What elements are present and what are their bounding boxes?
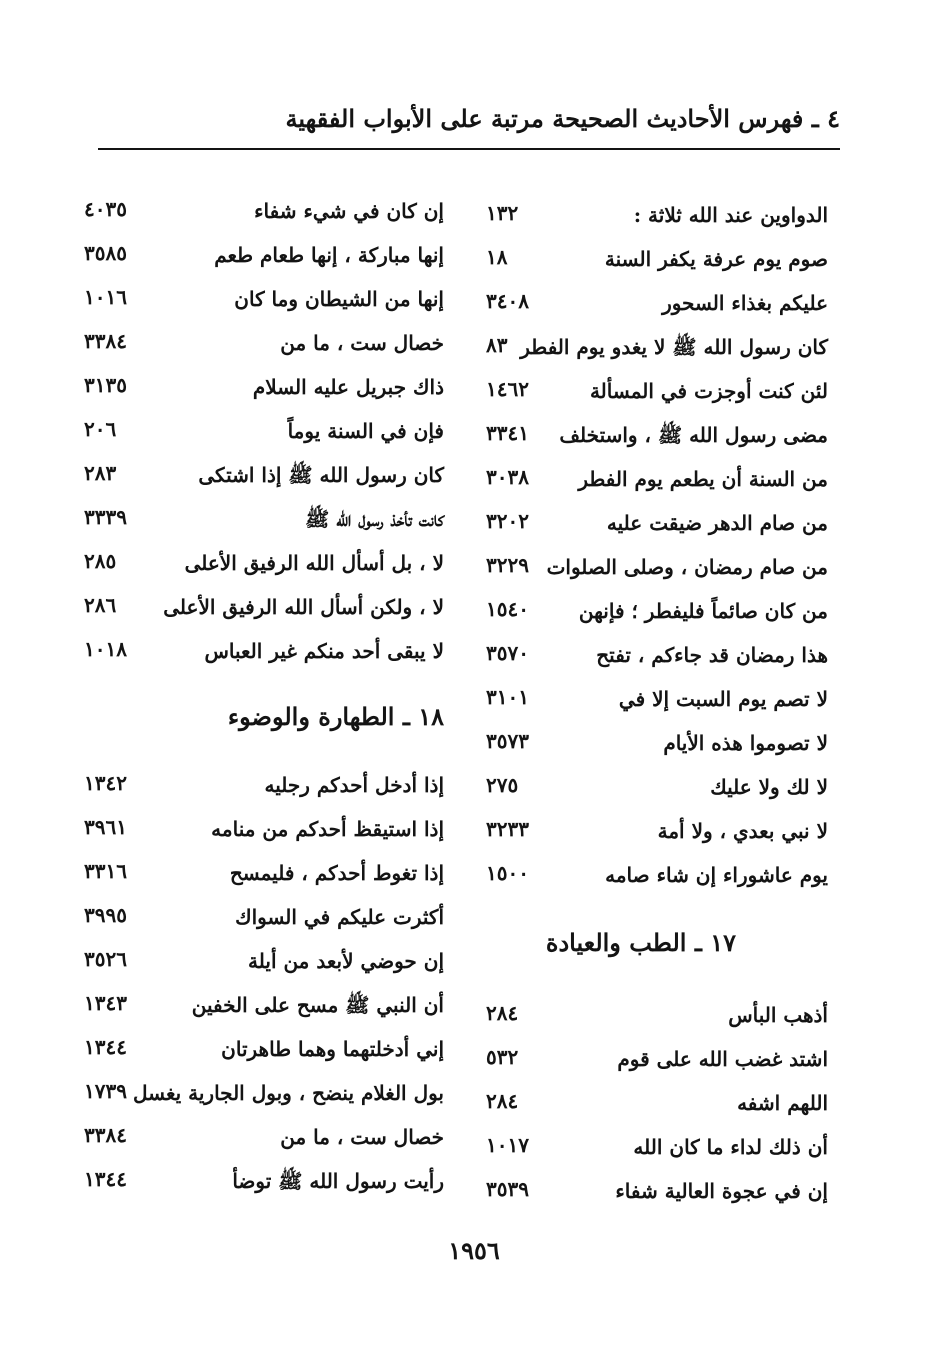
hadith-text: لا يبقى أحد منكم غير العباس (204, 639, 444, 663)
hadith-number: ٤٠٣٥ (84, 197, 127, 221)
hadith-number: ٣٥٢٦ (84, 947, 127, 971)
list-item (468, 678, 840, 718)
list-item (468, 282, 840, 322)
list-item (468, 502, 840, 542)
hadith-number: ١٣٤٤ (84, 1167, 127, 1191)
hadith-number: ١٤٦٢ (486, 377, 529, 401)
hadith-number: ٣٩٦١ (84, 815, 127, 839)
hadith-number: ٣٥٨٥ (84, 241, 127, 265)
hadith-number: ٣٣١٦ (84, 859, 127, 883)
list-item (468, 238, 840, 278)
hadith-text: أذهب البأس (728, 1003, 828, 1027)
list-item (84, 454, 456, 494)
hadith-text: لئن كنت أوجزت في المسألة (589, 379, 828, 403)
list-item (468, 546, 840, 586)
hadith-text: من صام رمضان ، وصلى الصلوات (546, 555, 828, 579)
page-header (98, 98, 840, 150)
hadith-number: ٣٣٤١ (486, 421, 529, 445)
hadith-text: لا نبي بعدي ، ولا أمة (657, 819, 828, 843)
hadith-number: ٣١٣٥ (84, 373, 127, 397)
hadith-text: إذا تغوط أحدكم ، فليمسح (229, 861, 444, 885)
hadith-text: لا تصوموا هذه الأيام (663, 731, 828, 755)
hadith-number: ٣٢٣٣ (486, 817, 529, 841)
page-title: ٤ ـ فهرس الأحاديث الصحيحة مرتبة على الأبواب الفقهية (285, 104, 840, 133)
list-item (84, 1072, 456, 1112)
list-item (468, 326, 840, 366)
hadith-number: ٢٨٦ (84, 593, 117, 617)
list-item (84, 498, 456, 538)
hadith-number: ٥٣٢ (486, 1045, 519, 1069)
hadith-text: لا تصم يوم السبت إلا في (618, 687, 828, 711)
list-item (468, 1082, 840, 1122)
list-item (84, 852, 456, 892)
list-item (84, 410, 456, 450)
hadith-number: ٣٤٠٨ (486, 289, 529, 313)
hadith-number: ٢٨٤ (486, 1001, 519, 1025)
hadith-text: يوم عاشوراء إن شاء صامه (605, 863, 828, 887)
list-item (84, 234, 456, 274)
list-item (84, 190, 456, 230)
list-item (468, 810, 840, 850)
hadith-text: إنها من الشيطان وما كان (234, 287, 444, 311)
hadith-number: ٢٠٦ (84, 417, 117, 441)
hadith-number: ٣٥٧٣ (486, 729, 529, 753)
list-item (468, 722, 840, 762)
hadith-text: لا ، ولكن أسأل الله الرفيق الأعلى (163, 595, 444, 619)
index-column-right (468, 186, 840, 1226)
section-heading: ١٧ ـ الطب والعيادة (545, 928, 736, 957)
hadith-text: إني أدخلتهما وهما طاهرتان (221, 1037, 444, 1061)
hadith-text: من صام الدهر ضيقت عليه (606, 511, 828, 535)
list-item (468, 194, 840, 234)
hadith-text: إذا أدخل أحدكم رجليه (264, 773, 444, 797)
hadith-number: ١٥٤٠ (486, 597, 529, 621)
page-number: ١٩٥٦ (448, 1236, 500, 1265)
hadith-number: ٣٢٠٢ (486, 509, 529, 533)
hadith-number: ٣١٠١ (486, 685, 529, 709)
hadith-number: ٣٣٨٤ (84, 1123, 127, 1147)
hadith-text: أن النبي ﷺ مسح على الخفين (191, 993, 444, 1017)
hadith-text: رأيت رسول الله ﷺ توضأ (232, 1169, 444, 1193)
hadith-number: ١٣٤٢ (84, 771, 127, 795)
hadith-text: فإن في السنة يوماً (287, 419, 444, 443)
hadith-number: ٣٩٩٥ (84, 903, 127, 927)
list-item (84, 278, 456, 318)
hadith-text: كان رسول الله ﷺ لا يغدو يوم الفطر (520, 335, 828, 359)
hadith-number: ١٣٤٣ (84, 991, 127, 1015)
list-item (84, 1028, 456, 1068)
hadith-number: ١٨ (486, 245, 508, 269)
hadith-text: مضى رسول الله ﷺ ، واستخلف (559, 423, 828, 447)
hadith-text: إن حوضي لأبعد من أيلة (248, 949, 444, 973)
section-heading: ١٨ ـ الطهارة والوضوء (227, 702, 444, 731)
list-item (84, 586, 456, 626)
hadith-text: ذاك جبريل عليه السلام (252, 375, 444, 399)
hadith-text: لا لك ولا عليك (710, 775, 828, 799)
list-item (84, 542, 456, 582)
list-item (468, 458, 840, 498)
hadith-text: عليكم بغذاء السحور (662, 291, 828, 315)
list-item (84, 940, 456, 980)
index-column-left (84, 186, 456, 1226)
list-item (468, 634, 840, 674)
list-item (84, 1116, 456, 1156)
list-item (84, 322, 456, 362)
hadith-number: ٣٥٧٠ (486, 641, 529, 665)
hadith-number: ١٧٣٩ (84, 1079, 127, 1103)
hadith-number: ٣٣٣٩ (84, 505, 127, 529)
list-item (468, 994, 840, 1034)
hadith-text: اشتد غضب الله على قوم (617, 1047, 828, 1071)
list-item (468, 414, 840, 454)
list-item (468, 1038, 840, 1078)
hadith-text: بول الغلام ينضح ، وبول الجارية يغسل (132, 1081, 444, 1105)
list-item (468, 590, 840, 630)
hadith-text: صوم يوم عرفة يكفر السنة (604, 247, 828, 271)
hadith-number: ٣٠٣٨ (486, 465, 529, 489)
hadith-number: ١٠١٦ (84, 285, 127, 309)
hadith-text: إن كان في شيء شفاء (254, 199, 444, 223)
hadith-number: ١٠١٨ (84, 637, 127, 661)
hadith-text: إنها مباركة ، إنها طعام طعم (214, 243, 444, 267)
hadith-number: ٨٣ (486, 333, 508, 357)
list-item (84, 366, 456, 406)
hadith-number: ٢٧٥ (486, 773, 519, 797)
hadith-text: هذا رمضان قد جاءكم ، تفتح (596, 643, 828, 667)
hadith-text: أكثرت عليكم في السواك (235, 905, 444, 929)
list-item (468, 1170, 840, 1210)
hadith-text: خصال ست ، ما من (280, 331, 444, 355)
list-item (84, 1160, 456, 1200)
list-item (468, 766, 840, 806)
hadith-number: ٣٢٢٩ (486, 553, 529, 577)
hadith-text: كان رسول الله ﷺ إذا اشتكى (198, 463, 444, 487)
hadith-text: كانت تأخذ رسول الله ﷺ (305, 507, 444, 531)
hadith-text: من السنة أن يطعم يوم الفطر (578, 467, 828, 491)
hadith-number: ٣٥٣٩ (486, 1177, 529, 1201)
hadith-text: الدواوين عند الله ثلاثة : (633, 203, 828, 227)
hadith-number: ٢٨٥ (84, 549, 117, 573)
list-item (84, 808, 456, 848)
hadith-number: ١٣٢ (486, 201, 519, 225)
hadith-text: لا ، بل أسأل الله الرفيق الأعلى (184, 551, 444, 575)
list-item (468, 370, 840, 410)
hadith-text: أن ذلك لداء ما كان الله (633, 1135, 828, 1159)
list-item (84, 630, 456, 670)
hadith-number: ١٣٤٤ (84, 1035, 127, 1059)
hadith-number: ٢٨٣ (84, 461, 117, 485)
hadith-number: ٣٣٨٤ (84, 329, 127, 353)
list-item (468, 854, 840, 894)
list-item (84, 764, 456, 804)
list-item (468, 1126, 840, 1166)
hadith-text: خصال ست ، ما من (280, 1125, 444, 1149)
hadith-number: ١٠١٧ (486, 1133, 529, 1157)
hadith-text: من كان صائماً فليفطر ؛ فإنهن (578, 599, 828, 623)
list-item (84, 984, 456, 1024)
hadith-text: إذا استيقظ أحدكم من منامه (211, 817, 444, 841)
hadith-number: ١٥٠٠ (486, 861, 529, 885)
hadith-text: اللهم اشفه (737, 1091, 828, 1115)
hadith-text: إن في عجوة العالية شفاء (615, 1179, 828, 1203)
hadith-number: ٢٨٤ (486, 1089, 519, 1113)
list-item (84, 896, 456, 936)
